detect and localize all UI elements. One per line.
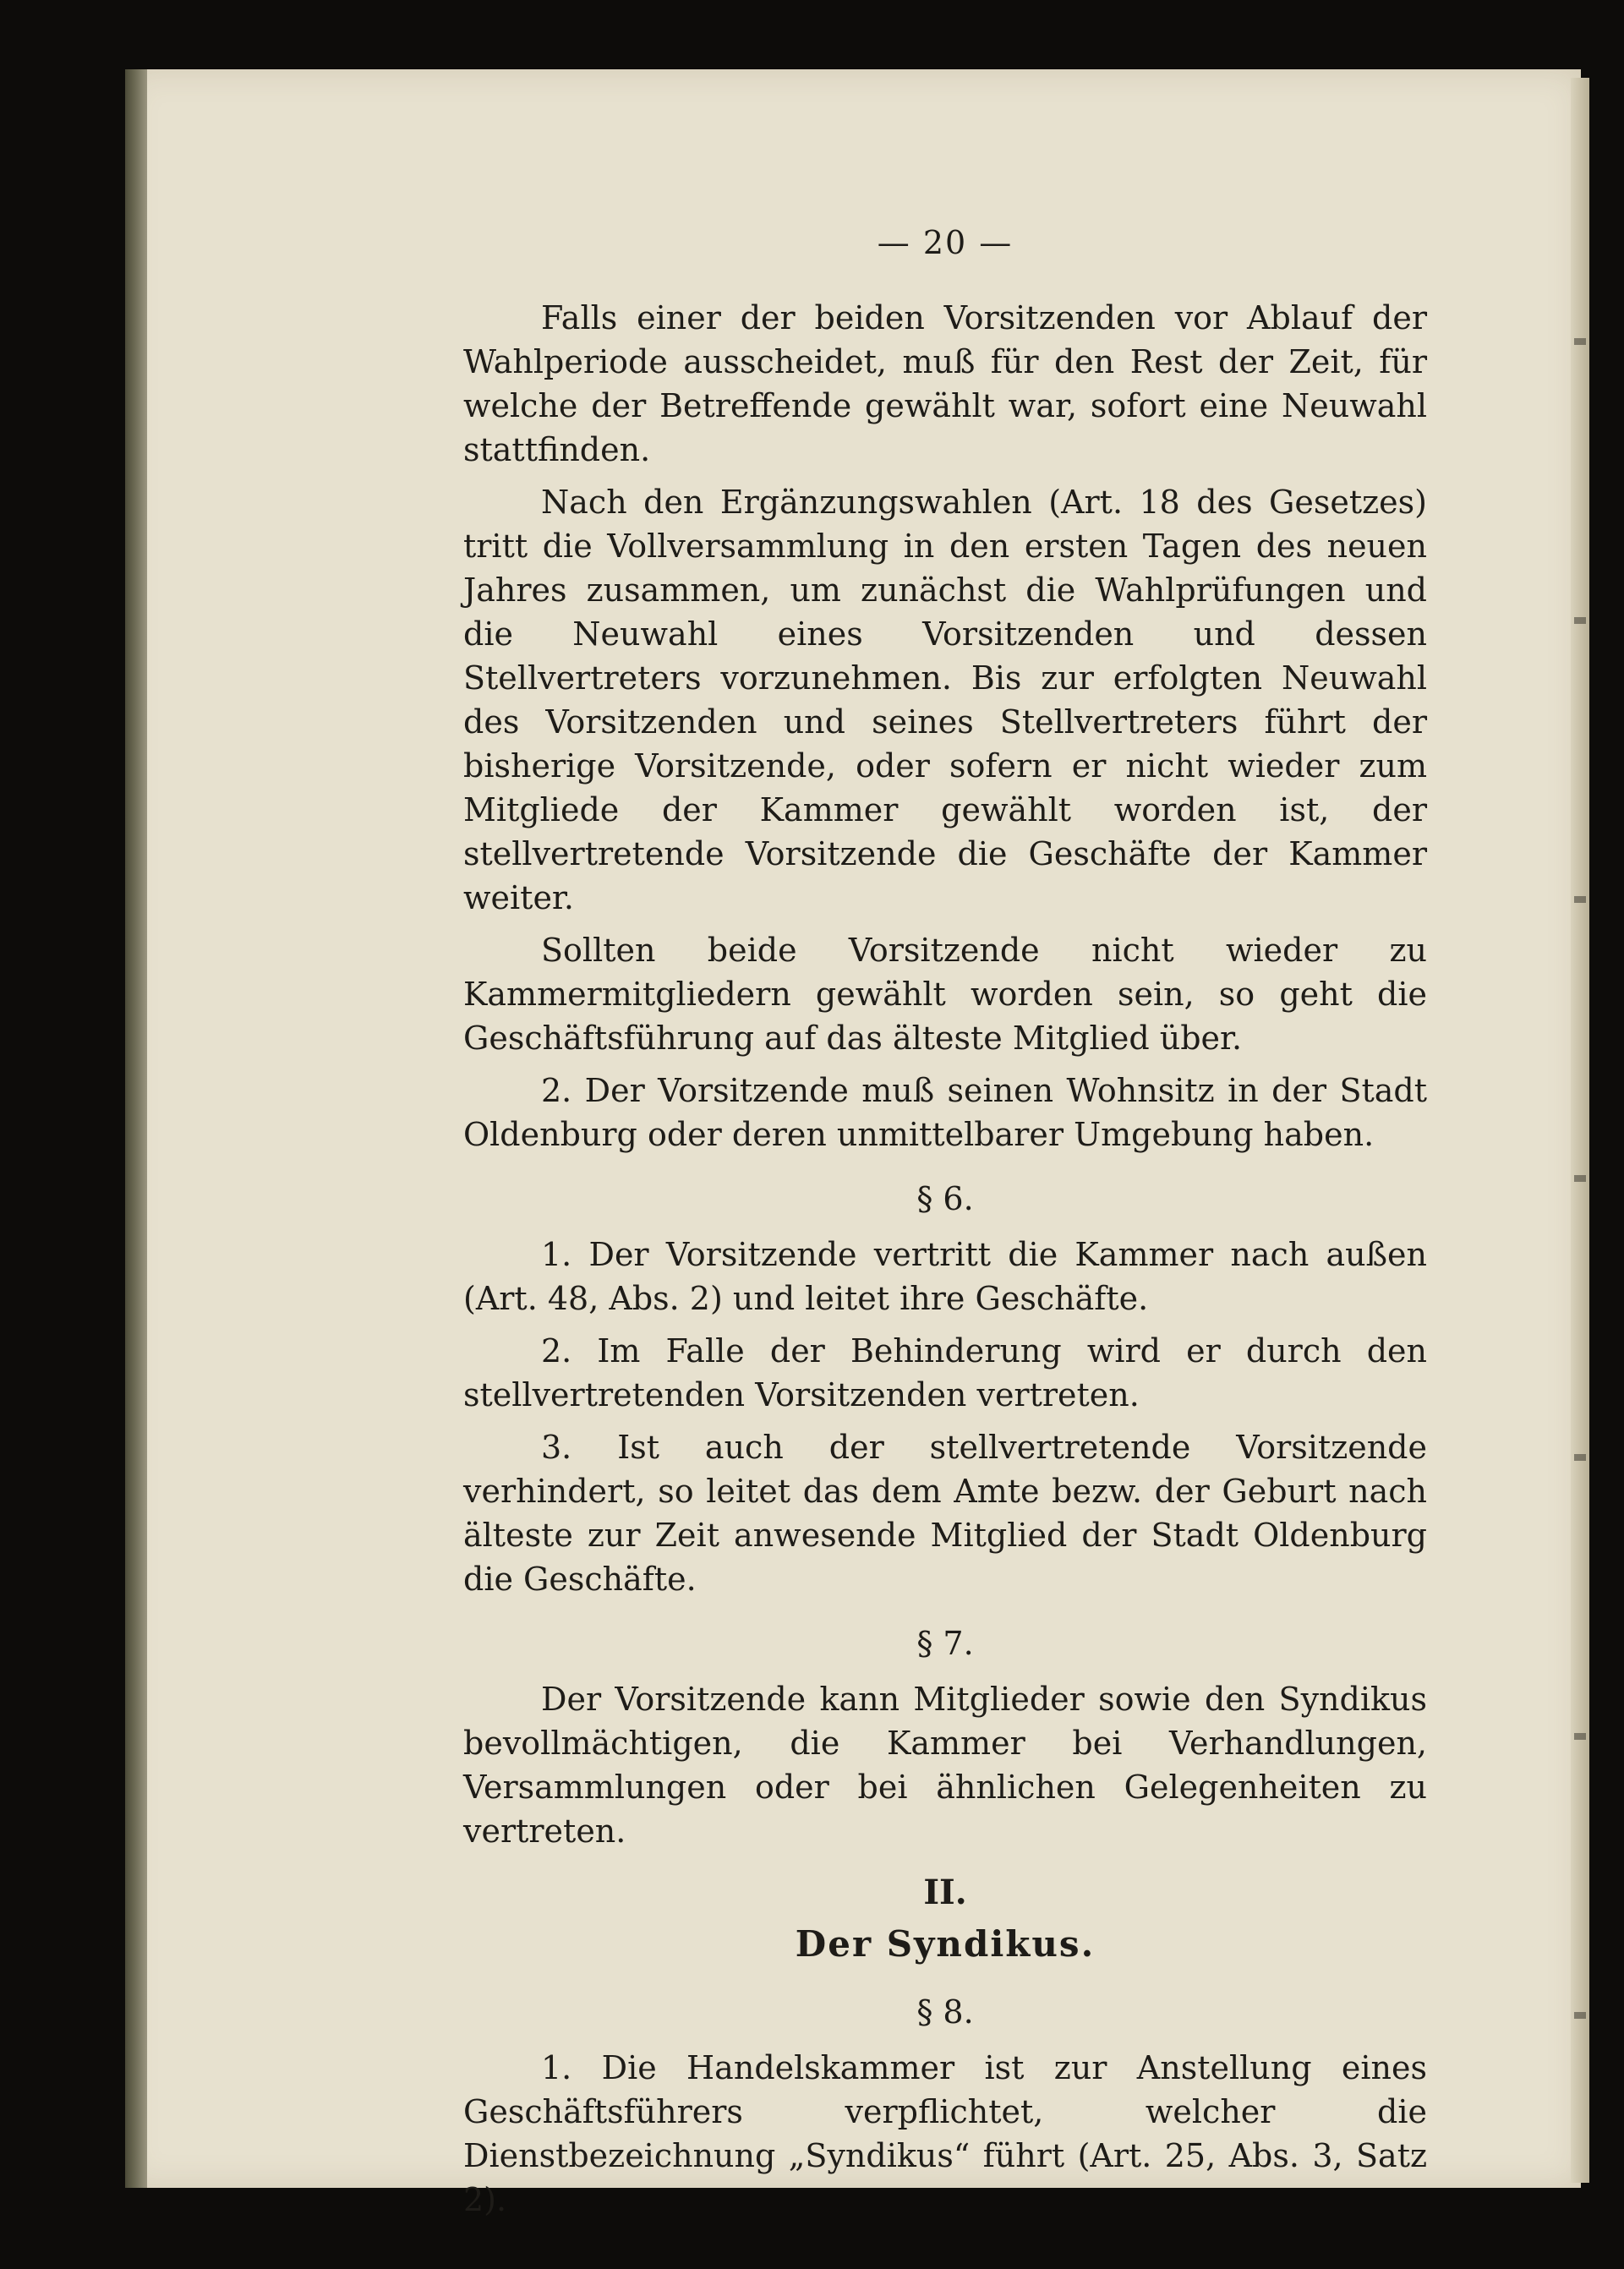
paragraph — [463, 296, 1427, 472]
paragraph — [463, 2046, 1427, 2222]
paragraph — [463, 1425, 1427, 1601]
book-spine-edge — [125, 69, 147, 2188]
page-edge-marks — [1574, 178, 1586, 2020]
paragraph-text: 1. Die Handelskammer ist zur Anstellung eines Geschäftsführers verpflichtet, welcher die Dienstbezeichnung „Syndikus“ führt (Art. 25, Abs. 3, Satz 2). — [463, 2049, 1427, 2218]
paragraph — [463, 480, 1427, 920]
paragraph-text: Falls einer der beiden Vorsitzenden vor Ablauf der Wahlperiode ausscheidet, muß für den Rest der Zeit, für welche der Betreffende gewählt war, sofort eine Neuwahl stattfinden. — [463, 299, 1427, 468]
section-heading-6: § 6. — [916, 1180, 974, 1217]
paragraph-text: 1. Der Vorsitzende vertritt die Kammer nach außen (Art. 48, Abs. 2) und leitet ihre Geschäfte. — [463, 1236, 1427, 1317]
paragraph-text: Sollten beide Vorsitzende nicht wieder zu Kammermitgliedern gewählt worden sein, so geht die Geschäftsführung auf das älteste Mitglied über. — [463, 932, 1427, 1057]
section-heading-7: § 7. — [916, 1625, 974, 1662]
paragraph-text: 2. Im Falle der Behinderung wird er durch den stellvertretenden Vorsitzenden vertreten. — [463, 1332, 1427, 1413]
paragraph — [463, 1329, 1427, 1417]
paragraph-text: Der Vorsitzende kann Mitglieder sowie den Syndikus bevollmächtigen, die Kammer bei Verhandlungen, Versammlungen oder bei ähnlichen Gelegenheiten zu vertreten. — [463, 1681, 1427, 1850]
paragraph — [463, 1677, 1427, 1853]
paragraph-text: 3. Ist auch der stellvertretende Vorsitzende verhindert, so leitet das dem Amte bezw. der Geburt nach älteste zur Zeit anwesende Mitglied der Stadt Oldenburg die Geschäfte. — [463, 1429, 1427, 1598]
section-heading-8: § 8. — [916, 1993, 974, 2031]
paragraph — [463, 928, 1427, 1060]
paragraph-text: 2. Der Vorsitzende muß seinen Wohnsitz in der Stadt Oldenburg oder deren unmittelbarer Umgebung haben. — [463, 1072, 1427, 1153]
chapter-numeral: II. — [923, 1873, 967, 1912]
chapter-title: Der Syndikus. — [795, 1923, 1096, 1965]
paragraph — [463, 1233, 1427, 1320]
paragraph-text: Nach den Ergänzungswahlen (Art. 18 des Gesetzes) tritt die Vollversammlung in den ersten Tagen des neuen Jahres zusammen, um zunächst die Wahlprüfungen und die Neuwahl eines Vorsitzenden und dessen Stellvertreters vorzunehmen. Bis zur erfolgten Neuwahl des Vorsitzenden und seines Stellvertreters führt der bisherige Vorsitzende, oder sofern er nicht wieder zum Mitgliede der Kammer gewählt worden ist, der stellvertretende Vorsitzende die Geschäfte der Kammer weiter. — [463, 484, 1427, 916]
page-text — [463, 220, 1427, 2230]
page-number: — 20 — — [877, 224, 1014, 261]
paragraph — [463, 1069, 1427, 1156]
